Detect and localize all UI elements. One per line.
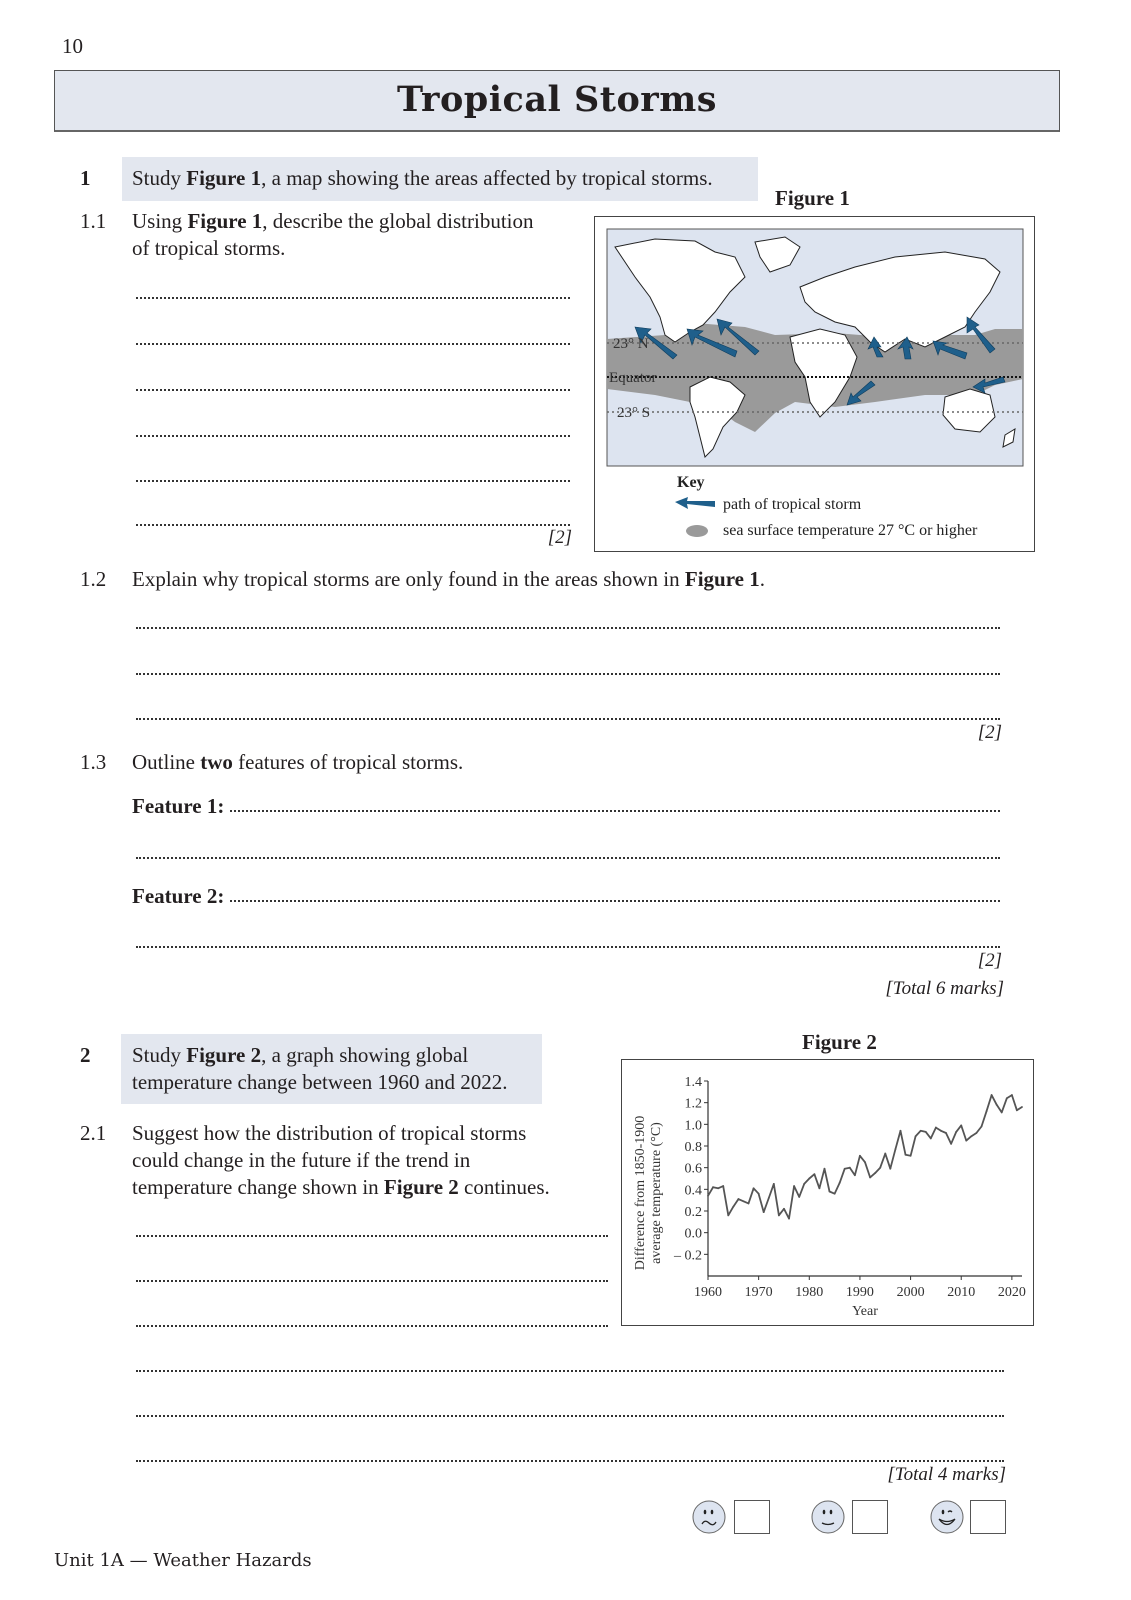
y-tick-label: 0.0: [684, 1226, 702, 1242]
figure-reference: Figure 2: [186, 1043, 262, 1067]
data-point-2004: [930, 1138, 932, 1140]
confidence-checkbox-unsure[interactable]: [734, 1500, 770, 1534]
confidence-checkbox-happy[interactable]: [970, 1500, 1006, 1534]
world-map: [595, 217, 1036, 553]
x-axis-label: Year: [852, 1304, 878, 1319]
intro-text: , a graph showing global: [261, 1043, 469, 1067]
data-point-2013: [976, 1132, 978, 1134]
question-2-1-text: [132, 1120, 602, 1201]
warm-sea-swatch-icon: [686, 525, 708, 537]
x-tick-label: 1970: [744, 1285, 773, 1300]
answer-line[interactable]: [136, 1235, 608, 1237]
intro-text: Study: [132, 166, 187, 190]
data-point-1981: [813, 1173, 815, 1175]
unsure-face-icon: [692, 1500, 726, 1534]
question-1-2-text: [132, 566, 765, 593]
temperature-chart: [622, 1060, 1035, 1327]
answer-line[interactable]: [136, 297, 570, 299]
answer-line[interactable]: [136, 1460, 1004, 1462]
figure-1-frame: [594, 216, 1035, 552]
page-number: 10: [62, 34, 83, 58]
data-point-2016: [991, 1094, 993, 1096]
self-assessment-unsure: [692, 1500, 770, 1534]
storm-path-arrow-icon: [675, 497, 715, 509]
data-point-1996: [889, 1168, 891, 1170]
confidence-checkbox-neutral[interactable]: [852, 1500, 888, 1534]
answer-line[interactable]: [230, 810, 1000, 812]
y-tick-label: 0.2: [684, 1205, 702, 1220]
data-point-2022: [1021, 1106, 1023, 1108]
question-2-number: 2: [80, 1043, 91, 1067]
answer-line[interactable]: [136, 857, 1000, 859]
answer-line[interactable]: [136, 673, 1000, 675]
data-point-2007: [945, 1132, 947, 1134]
data-point-1987: [844, 1168, 846, 1170]
y-tick-label: 0.6: [684, 1161, 702, 1177]
y-tick-label: 0.4: [684, 1183, 702, 1199]
data-point-2008: [950, 1143, 952, 1145]
data-point-2011: [965, 1140, 967, 1142]
data-point-1965: [732, 1206, 734, 1208]
total-marks-q2: [Total 4 marks]: [887, 1464, 1006, 1485]
question-text: temperature change shown in: [132, 1175, 384, 1199]
marks-label: [2]: [977, 722, 1002, 743]
answer-line[interactable]: [136, 1325, 608, 1327]
marks-label: [2]: [977, 950, 1002, 971]
question-1-number: 1: [80, 166, 91, 190]
data-point-1967: [743, 1200, 745, 1202]
question-2-intro: [121, 1034, 542, 1104]
x-tick-label: 2000: [896, 1285, 925, 1300]
figure-2-frame: [621, 1059, 1034, 1326]
x-tick-label: 1990: [845, 1285, 874, 1300]
intro-text: , a map showing the areas affected by tropical storms.: [261, 166, 713, 190]
answer-line[interactable]: [136, 1280, 608, 1282]
data-point-1968: [748, 1203, 750, 1205]
data-point-1983: [824, 1168, 826, 1170]
data-point-1964: [727, 1214, 729, 1216]
figure-reference: Figure 1: [187, 209, 263, 233]
question-text: continues.: [458, 1175, 550, 1199]
data-point-2006: [940, 1130, 942, 1132]
self-assessment-happy: [930, 1500, 1006, 1534]
figure-reference: Figure 1: [684, 567, 760, 591]
question-2-1-number: 2.1: [80, 1121, 107, 1145]
x-tick-label: 2010: [947, 1285, 976, 1300]
answer-line[interactable]: [230, 900, 1000, 902]
data-point-1969: [753, 1187, 755, 1189]
y-tick-label: 1.4: [684, 1075, 702, 1090]
question-1-1-number: 1.1: [80, 209, 107, 233]
question-text: Explain why tropical storms are only found in the areas shown in: [132, 567, 685, 591]
data-point-1972: [768, 1197, 770, 1199]
data-point-1960: [707, 1195, 709, 1197]
data-point-2010: [960, 1125, 962, 1127]
data-point-1961: [712, 1186, 714, 1188]
data-point-2019: [1006, 1097, 1008, 1099]
data-point-1991: [864, 1161, 866, 1163]
lat-label-equator: Equator: [609, 370, 657, 386]
figure-reference: Figure 1: [186, 166, 262, 190]
answer-line[interactable]: [136, 946, 1000, 948]
question-text: features of tropical storms.: [232, 750, 464, 774]
data-point-1977: [793, 1185, 795, 1187]
y-tick-label: – 0.2: [674, 1248, 702, 1264]
data-point-1998: [900, 1130, 902, 1132]
y-tick-label: 0.8: [684, 1140, 702, 1155]
data-point-1971: [763, 1211, 765, 1213]
answer-line[interactable]: [136, 718, 1000, 720]
marks-label: [2]: [547, 527, 572, 548]
data-point-1975: [783, 1208, 785, 1210]
data-point-1986: [839, 1182, 841, 1184]
y-tick-label: 1.2: [684, 1096, 702, 1112]
data-point-1980: [808, 1178, 810, 1180]
answer-line[interactable]: [136, 627, 1000, 629]
data-point-1973: [773, 1183, 775, 1185]
data-point-1966: [737, 1198, 739, 1200]
y-axis-label-line-1: Difference from 1850-1900: [633, 1115, 648, 1271]
feature-2-label: Feature 2:: [132, 884, 225, 908]
question-1-3-text: [132, 749, 463, 776]
total-marks-q1: [Total 6 marks]: [885, 978, 1004, 999]
data-point-2000: [910, 1155, 912, 1157]
data-point-1997: [894, 1148, 896, 1150]
x-tick-label: 1980: [795, 1285, 824, 1300]
answer-line[interactable]: [136, 343, 570, 345]
data-point-1979: [803, 1183, 805, 1185]
question-1-1-text: [132, 208, 582, 262]
key-title: Key: [677, 474, 705, 491]
intro-text: Study: [132, 1043, 187, 1067]
title-bar: [54, 70, 1060, 132]
self-assessment-neutral: [811, 1500, 888, 1534]
question-text: Suggest how the distribution of tropical storms: [132, 1121, 527, 1145]
data-point-1990: [859, 1155, 861, 1157]
figure-reference: Figure 2: [383, 1175, 459, 1199]
data-point-1984: [829, 1191, 831, 1193]
data-point-1985: [834, 1193, 836, 1195]
data-point-1976: [788, 1218, 790, 1220]
emphasis: two: [200, 750, 233, 774]
page-title: Tropical Storms: [397, 79, 717, 120]
data-point-2017: [996, 1104, 998, 1106]
lat-label-23n: 23° N: [613, 336, 649, 352]
answer-line[interactable]: [136, 435, 570, 437]
question-text: of tropical storms.: [132, 236, 286, 260]
happy-face-icon: [930, 1500, 964, 1534]
data-point-2003: [925, 1131, 927, 1133]
key-label-warm-sea: sea surface temperature 27 °C or higher: [723, 522, 978, 539]
question-1-2-number: 1.2: [80, 567, 107, 591]
data-point-1988: [849, 1167, 851, 1169]
data-point-2015: [986, 1110, 988, 1112]
data-point-1962: [717, 1187, 719, 1189]
x-tick-label: 1960: [694, 1285, 722, 1300]
data-point-1995: [884, 1153, 886, 1155]
data-point-2002: [920, 1130, 922, 1132]
data-point-1974: [778, 1214, 780, 1216]
data-point-1999: [905, 1154, 907, 1156]
lat-label-23s: 23° S: [617, 405, 651, 421]
data-point-1992: [869, 1177, 871, 1179]
data-point-1989: [854, 1174, 856, 1176]
y-tick-label: 1.0: [684, 1118, 702, 1134]
data-point-1982: [819, 1187, 821, 1189]
data-point-1963: [722, 1185, 724, 1187]
data-point-1994: [879, 1167, 881, 1169]
data-point-1978: [798, 1196, 800, 1198]
question-text: , describe the global distribution: [262, 209, 534, 233]
y-axis-label: [633, 1116, 664, 1270]
data-point-2018: [1001, 1112, 1003, 1114]
data-point-2001: [915, 1135, 917, 1137]
answer-line[interactable]: [136, 524, 570, 526]
answer-line[interactable]: [136, 1415, 1004, 1417]
question-text: .: [759, 567, 765, 591]
temperature-series-line: [708, 1095, 1022, 1219]
neutral-face-icon: [811, 1500, 845, 1534]
data-point-2014: [981, 1126, 983, 1128]
answer-line[interactable]: [136, 1370, 1004, 1372]
x-tick-label: 2020: [997, 1285, 1026, 1300]
data-point-2012: [970, 1135, 972, 1137]
data-point-2009: [955, 1131, 957, 1133]
key-label-storm-path: path of tropical storm: [723, 496, 862, 513]
question-1-intro: [122, 157, 758, 201]
footer-unit-title: Unit 1A — Weather Hazards: [54, 1550, 312, 1571]
data-point-1993: [874, 1172, 876, 1174]
question-text: could change in the future if the trend in: [132, 1148, 471, 1172]
data-point-2021: [1016, 1109, 1018, 1111]
answer-line[interactable]: [136, 480, 570, 482]
question-text: Outline: [132, 750, 201, 774]
answer-line[interactable]: [136, 389, 570, 391]
figure-2-label: Figure 2: [802, 1030, 877, 1054]
question-text: Using: [132, 209, 188, 233]
y-axis-label-line-2: average temperature (°C): [649, 1122, 664, 1264]
intro-text: temperature change between 1960 and 2022.: [132, 1070, 508, 1094]
data-point-2005: [935, 1127, 937, 1129]
question-1-3-number: 1.3: [80, 750, 107, 774]
data-point-1970: [758, 1193, 760, 1195]
feature-1-label: Feature 1:: [132, 794, 225, 818]
data-point-2020: [1011, 1094, 1013, 1096]
figure-1-label: Figure 1: [775, 186, 850, 210]
